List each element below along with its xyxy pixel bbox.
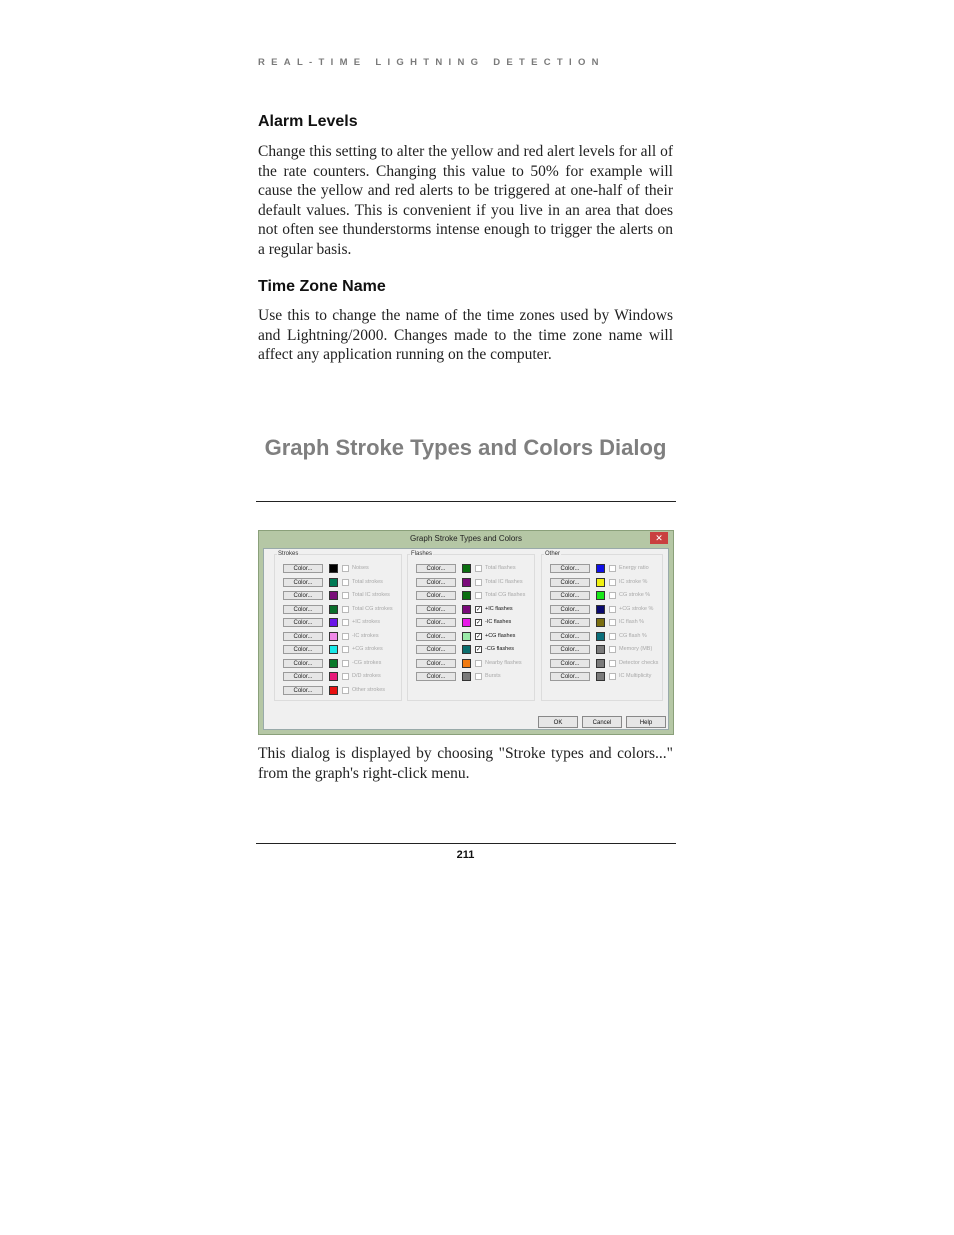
series-label: CG flash % [619,632,647,639]
series-label: IC Multiplicity [619,673,652,679]
dialog-title: Graph Stroke Types and Colors [410,534,522,543]
color-button[interactable]: Color... [416,605,456,614]
title-rule [256,501,676,502]
visible-checkbox[interactable] [342,660,349,667]
color-row [408,591,534,602]
color-swatch [462,564,471,573]
series-label: +IC flashes [485,605,513,612]
color-button[interactable]: Color... [550,605,590,614]
visible-checkbox[interactable] [342,592,349,599]
color-row [275,686,401,697]
color-button[interactable]: Color... [416,591,456,600]
color-row [408,564,534,575]
visible-checkbox[interactable] [609,619,616,626]
series-label: Bursts [485,673,501,679]
color-row [542,645,662,656]
color-row [275,672,401,683]
color-button[interactable]: Color... [416,645,456,654]
group-label: Strokes [278,551,299,557]
color-button[interactable]: Color... [283,591,323,600]
color-button[interactable]: Color... [283,632,323,641]
visible-checkbox[interactable] [609,606,616,613]
series-label: +IC strokes [352,619,380,625]
series-label: Memory (MB) [619,646,653,652]
page-number: 211 [456,849,475,861]
color-row [542,591,662,602]
color-row [542,618,662,629]
visible-checkbox[interactable]: ✓ [476,620,482,626]
visible-checkbox[interactable] [609,579,616,586]
color-button[interactable]: Color... [416,578,456,587]
color-row [408,645,534,656]
color-row [275,564,401,575]
color-button[interactable]: Color... [416,659,456,668]
color-swatch [329,618,338,627]
dialog-screenshot [258,530,674,735]
help-button[interactable]: Help [626,716,666,728]
series-label: Nearby flashes [485,659,522,666]
color-row [542,672,662,683]
color-swatch [596,605,605,614]
color-swatch [329,564,338,573]
color-row [542,564,662,575]
color-swatch [596,578,605,587]
visible-checkbox[interactable] [475,579,482,586]
color-row [275,659,401,670]
color-swatch [462,591,471,600]
visible-checkbox[interactable] [342,687,349,694]
series-label: IC stroke % [619,578,648,585]
color-row [275,632,401,643]
color-button[interactable]: Color... [550,578,590,587]
visible-checkbox[interactable] [609,592,616,599]
visible-checkbox[interactable] [609,565,616,572]
color-swatch [462,659,471,668]
cancel-button[interactable]: Cancel [582,716,622,728]
color-swatch [596,645,605,654]
visible-checkbox[interactable] [475,673,482,680]
color-swatch [329,591,338,600]
ok-button[interactable]: OK [538,716,578,728]
visible-checkbox[interactable]: ✓ [476,633,482,640]
series-label: +CG strokes [352,646,383,652]
color-row [275,591,401,602]
chapter-title: Graph Stroke Types and Colors Dialog [264,435,667,460]
visible-checkbox[interactable] [609,673,616,680]
section-body-time-zone-name: Use this to change the name of the time zones used by Windows and Lightning/2000. Changes made to the time zone name will affect any application running on the computer. [258,307,673,363]
series-label: -CG flashes [485,646,515,652]
color-row [275,645,401,656]
color-button[interactable]: Color... [283,578,323,587]
section-heading-alarm-levels: Alarm Levels [258,113,358,130]
color-row [275,578,401,589]
color-row [408,659,534,670]
visible-checkbox[interactable]: ✓ [476,647,482,653]
color-swatch [596,618,605,627]
color-swatch [462,618,471,627]
series-label: Other strokes [352,686,386,693]
color-row [275,605,401,616]
color-swatch [329,632,338,641]
color-swatch [462,645,471,654]
visible-checkbox[interactable] [342,633,349,640]
group-other [541,551,663,701]
section-heading-time-zone-name: Time Zone Name [258,278,386,295]
running-header: REAL-TIME LIGHTNING DETECTION [258,57,605,68]
color-button[interactable]: Color... [416,672,456,681]
visible-checkbox[interactable] [609,660,616,667]
visible-checkbox[interactable] [609,646,616,653]
color-button[interactable]: Color... [283,659,323,668]
color-button[interactable]: Color... [283,618,323,627]
color-swatch [462,672,471,681]
color-swatch [329,672,338,681]
color-button[interactable]: Color... [550,645,590,654]
series-label: Energy ratio [619,565,649,571]
color-row [542,659,662,670]
color-swatch [462,578,471,587]
color-row [542,632,662,643]
series-label: Total IC strokes [352,592,390,598]
color-button[interactable]: Color... [416,564,456,573]
color-swatch [329,605,338,614]
color-swatch [462,605,471,614]
series-label: -IC flashes [485,619,512,625]
series-label: Total CG flashes [485,592,526,598]
visible-checkbox[interactable] [475,660,482,667]
color-swatch [596,672,605,681]
color-row [542,605,662,616]
series-label: Detector checks [619,659,659,666]
color-button[interactable]: Color... [550,564,590,573]
color-button[interactable]: Color... [550,659,590,668]
color-swatch [462,632,471,641]
color-swatch [596,591,605,600]
series-label: +CG stroke % [619,605,654,612]
color-row [275,618,401,629]
color-row [408,578,534,589]
color-button[interactable]: Color... [416,632,456,641]
color-row [408,632,534,643]
visible-checkbox[interactable] [342,619,349,626]
visible-checkbox[interactable]: ✓ [476,606,482,613]
figure-caption: This dialog is displayed by choosing "Stroke types and colors..." from the graph's right-click menu. [258,745,673,782]
series-label: Total CG strokes [352,605,393,612]
visible-checkbox[interactable] [342,579,349,586]
series-label: Total strokes [352,578,383,585]
color-button[interactable]: Color... [283,564,323,573]
visible-checkbox[interactable] [342,606,349,613]
color-button[interactable]: Color... [550,618,590,627]
color-button[interactable]: Color... [550,632,590,641]
group-label: Flashes [411,551,433,557]
group-strokes [274,551,402,701]
color-swatch [329,578,338,587]
color-button[interactable]: Color... [550,591,590,600]
color-swatch [329,659,338,668]
visible-checkbox[interactable] [475,565,482,572]
color-button[interactable]: Color... [283,605,323,614]
color-row [408,618,534,629]
series-label: Total IC flashes [485,578,523,585]
color-row [542,578,662,589]
series-label: -CG strokes [352,659,382,666]
color-button[interactable]: Color... [283,672,323,681]
visible-checkbox[interactable] [475,592,482,599]
color-button[interactable]: Color... [416,618,456,627]
series-label: IC flash % [619,619,645,625]
visible-checkbox[interactable] [609,633,616,640]
visible-checkbox[interactable] [342,646,349,653]
group-label: Other [545,551,561,557]
series-label: CG stroke % [619,592,651,598]
group-flashes [407,551,535,701]
color-swatch [596,632,605,641]
color-button[interactable]: Color... [283,645,323,654]
color-row [408,672,534,683]
color-row [408,605,534,616]
series-label: D/D strokes [352,673,381,679]
series-label: +CG flashes [485,632,516,639]
series-label: Noises [352,565,369,571]
color-button[interactable]: Color... [283,686,323,695]
footer-rule [256,843,676,844]
color-button[interactable]: Color... [550,672,590,681]
color-swatch [329,686,338,695]
visible-checkbox[interactable] [342,673,349,680]
color-swatch [596,659,605,668]
close-icon[interactable]: ✕ [650,532,668,544]
series-label: Total flashes [485,565,516,571]
series-label: -IC strokes [352,632,379,639]
color-swatch [329,645,338,654]
visible-checkbox[interactable] [342,565,349,572]
dialog-client-area [263,548,669,730]
color-swatch [596,564,605,573]
section-body-alarm-levels: Change this setting to alter the yellow and red alert levels for all of the rate counters. Changing this value to 50% for example will cause the yellow and red alerts to be triggered at one-half of their default values. This is convenient if you live in an area that does not often see thunderstorms intense enough to trigger the alerts on a regular basis. [258,143,673,258]
